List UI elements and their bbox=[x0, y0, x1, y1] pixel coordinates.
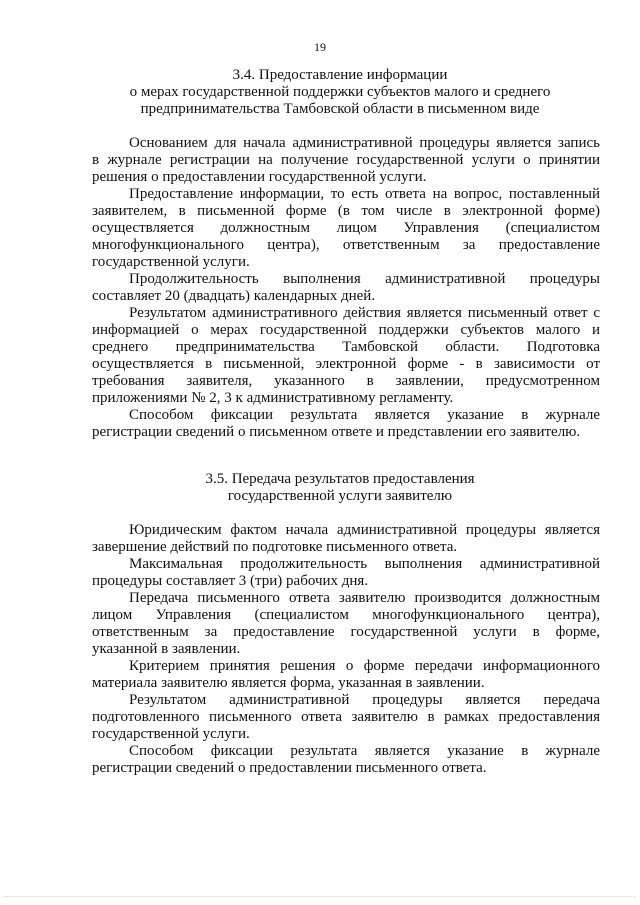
text-line: материала заявителю является форма, указанная в заявлении. bbox=[92, 675, 485, 691]
text-line: решения о предоставлении государственной услуги. bbox=[92, 169, 427, 185]
paragraph bbox=[92, 658, 600, 692]
text-line: ответственным за предоставление государственной услуги в форме, bbox=[92, 624, 600, 640]
paragraph bbox=[92, 135, 600, 186]
text-line: заявителем, в письменной форме (в том числе в электронной форме) bbox=[92, 203, 600, 219]
page-number: 19 bbox=[314, 40, 326, 54]
text-line: осуществляется должностным лицом Управления (специалистом bbox=[92, 220, 600, 236]
paragraph bbox=[92, 186, 600, 271]
text-line: лицом Управления (специалистом многофункционального центра), bbox=[92, 607, 600, 623]
text-line: регистрации сведений о письменном ответе и представлении его заявителю. bbox=[92, 424, 581, 440]
text-line: Продолжительность выполнения административной процедуры bbox=[129, 271, 600, 287]
text-line: Максимальная продолжительность выполнения административной bbox=[129, 556, 600, 572]
section-3-5-heading bbox=[80, 471, 600, 505]
text-line: Передача письменного ответа заявителю производится должностным bbox=[129, 590, 600, 606]
paragraph bbox=[92, 522, 600, 556]
heading-line: предпринимательства Тамбовской области в письменном виде bbox=[140, 101, 540, 117]
text-line: государственной услуги. bbox=[92, 254, 250, 270]
text-line: регистрации сведений о предоставлении письменного ответа. bbox=[92, 760, 487, 776]
text-line: Юридическим фактом начала административной процедуры является bbox=[129, 522, 600, 538]
text-line: Способом фиксации результата является указание в журнале bbox=[129, 407, 600, 423]
paragraph bbox=[92, 692, 600, 743]
text-line: в журнале регистрации на получение государственной услуги о принятии bbox=[92, 152, 600, 168]
paragraph bbox=[92, 556, 600, 590]
paragraph bbox=[92, 590, 600, 658]
section-3-4-heading bbox=[80, 67, 600, 118]
text-line: приложениями № 2, 3 к административному регламенту. bbox=[92, 390, 454, 406]
paragraph bbox=[92, 743, 600, 777]
text-line: указанной в заявлении. bbox=[92, 641, 241, 657]
text-line: Результатом административной процедуры является передача bbox=[129, 692, 600, 708]
section-3-5-body bbox=[92, 522, 600, 777]
text-line: Основанием для начала административной процедуры является запись bbox=[129, 135, 600, 151]
heading-line: о мерах государственной поддержки субъектов малого и среднего bbox=[129, 84, 551, 100]
text-line: составляет 20 (двадцать) календарных дней. bbox=[92, 288, 376, 304]
text-line: Результатом административного действия является письменный ответ с bbox=[129, 305, 600, 321]
text-line: завершение действий по подготовке письменного ответа. bbox=[92, 539, 458, 555]
text-line: среднего предпринимательства Тамбовской области. Подготовка bbox=[92, 339, 600, 355]
paragraph bbox=[92, 305, 600, 407]
paragraph bbox=[92, 271, 600, 305]
text-line: процедуры составляет 3 (три) рабочих дня. bbox=[92, 573, 369, 589]
heading-line: 3.4. Предоставление информации bbox=[232, 67, 448, 83]
text-line: требования заявителя, указанного в заявлении, предусмотренном bbox=[92, 373, 600, 389]
section-3-4-body bbox=[92, 135, 600, 441]
text-line: многофункционального центра), ответственным за предоставление bbox=[92, 237, 600, 253]
scan-edge-dots bbox=[4, 895, 636, 897]
text-line: информацией о мерах государственной поддержки субъектов малого и bbox=[92, 322, 600, 338]
text-line: государственной услуги. bbox=[92, 726, 250, 742]
paragraph bbox=[92, 407, 600, 441]
text-line: подготовленного письменного ответа заявителю в рамках предоставления bbox=[92, 709, 600, 725]
text-line: Критерием принятия решения о форме передачи информационного bbox=[129, 658, 600, 674]
text-line: Предоставление информации, то есть ответа на вопрос, поставленный bbox=[129, 186, 600, 202]
heading-line: 3.5. Передача результатов предоставления bbox=[205, 471, 475, 487]
heading-line: государственной услуги заявителю bbox=[227, 488, 453, 504]
text-line: осуществляется в письменной, электронной форме - в зависимости от bbox=[92, 356, 600, 372]
text-line: Способом фиксации результата является указание в журнале bbox=[129, 743, 600, 759]
